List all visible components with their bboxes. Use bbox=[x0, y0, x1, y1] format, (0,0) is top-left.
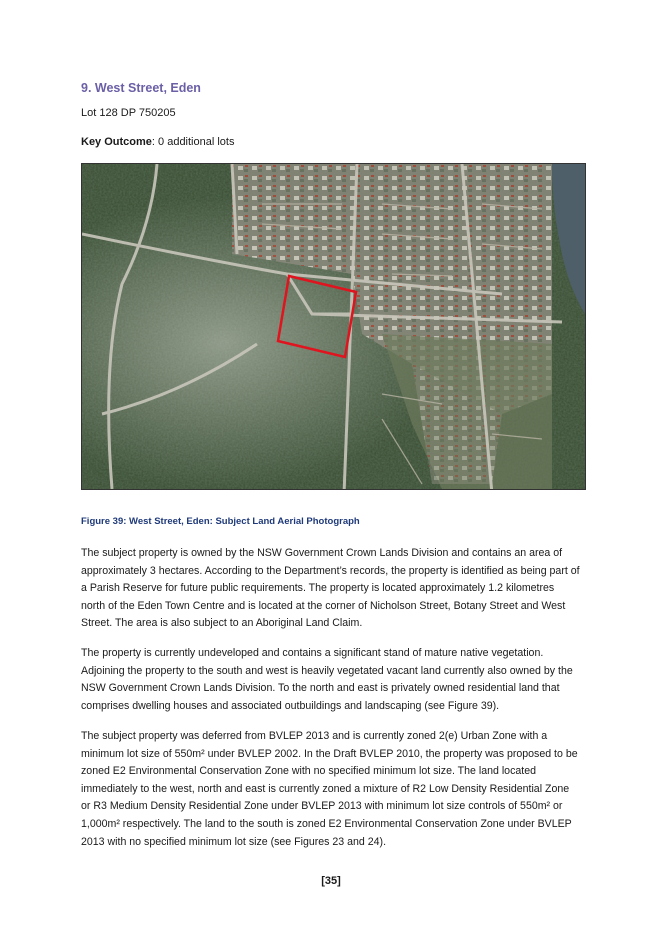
paragraph: The property is currently undeveloped and contains a significant stand of mature native vegetation. Adjoining the property to the south and west is heavily vegetated vacant land currently also owned by the NSW Government Crown Lands Division. To the north and east is privately owned residential land that comprises dwelling houses and associated outbuildings and landscaping (see Figure 39). bbox=[81, 647, 573, 712]
key-outcome-label: Key Outcome bbox=[81, 136, 152, 148]
aerial-photograph bbox=[81, 163, 586, 490]
paragraph: The subject property was deferred from BVLEP 2013 and is currently zoned 2(e) Urban Zone with a minimum lot size of 550m² under BVLEP 2002. In the Draft BVLEP 2010, the property was proposed to be zoned E2 Environmental Conservation Zone with no specified minimum lot size. The land located immediately to the west, north and east is currently zoned a mixture of R2 Low Density Residential Zone or R3 Medium Density Residential Zone under BVLEP 2013 with minimum lot size controls of 550m² or 1,000m² respectively. The land to the south is zoned E2 Environmental Conservation Zone under BVLEP 2013 with no specified minimum lot size (see Figures 23 and 24). bbox=[81, 730, 578, 848]
key-outcome bbox=[81, 136, 234, 148]
page-number: [35] bbox=[321, 875, 341, 887]
paragraph: The subject property is owned by the NSW Government Crown Lands Division and contains an area of approximately 3 hectares. According to the Department’s records, the property is identified as being part of a Parish Reserve for future public requirements. The property is located approximately 1.2 kilometres north of the Eden Town Centre and is located at the corner of Nicholson Street, Botany Street and West Street. The area is also subject to an Aboriginal Land Claim. bbox=[81, 547, 580, 630]
key-outcome-value: : 0 additional lots bbox=[151, 136, 235, 148]
lot-reference: Lot 128 DP 750205 bbox=[81, 107, 176, 119]
figure-caption: Figure 39: West Street, Eden: Subject Land Aerial Photograph bbox=[81, 516, 360, 527]
section-heading: 9. West Street, Eden bbox=[81, 81, 201, 95]
